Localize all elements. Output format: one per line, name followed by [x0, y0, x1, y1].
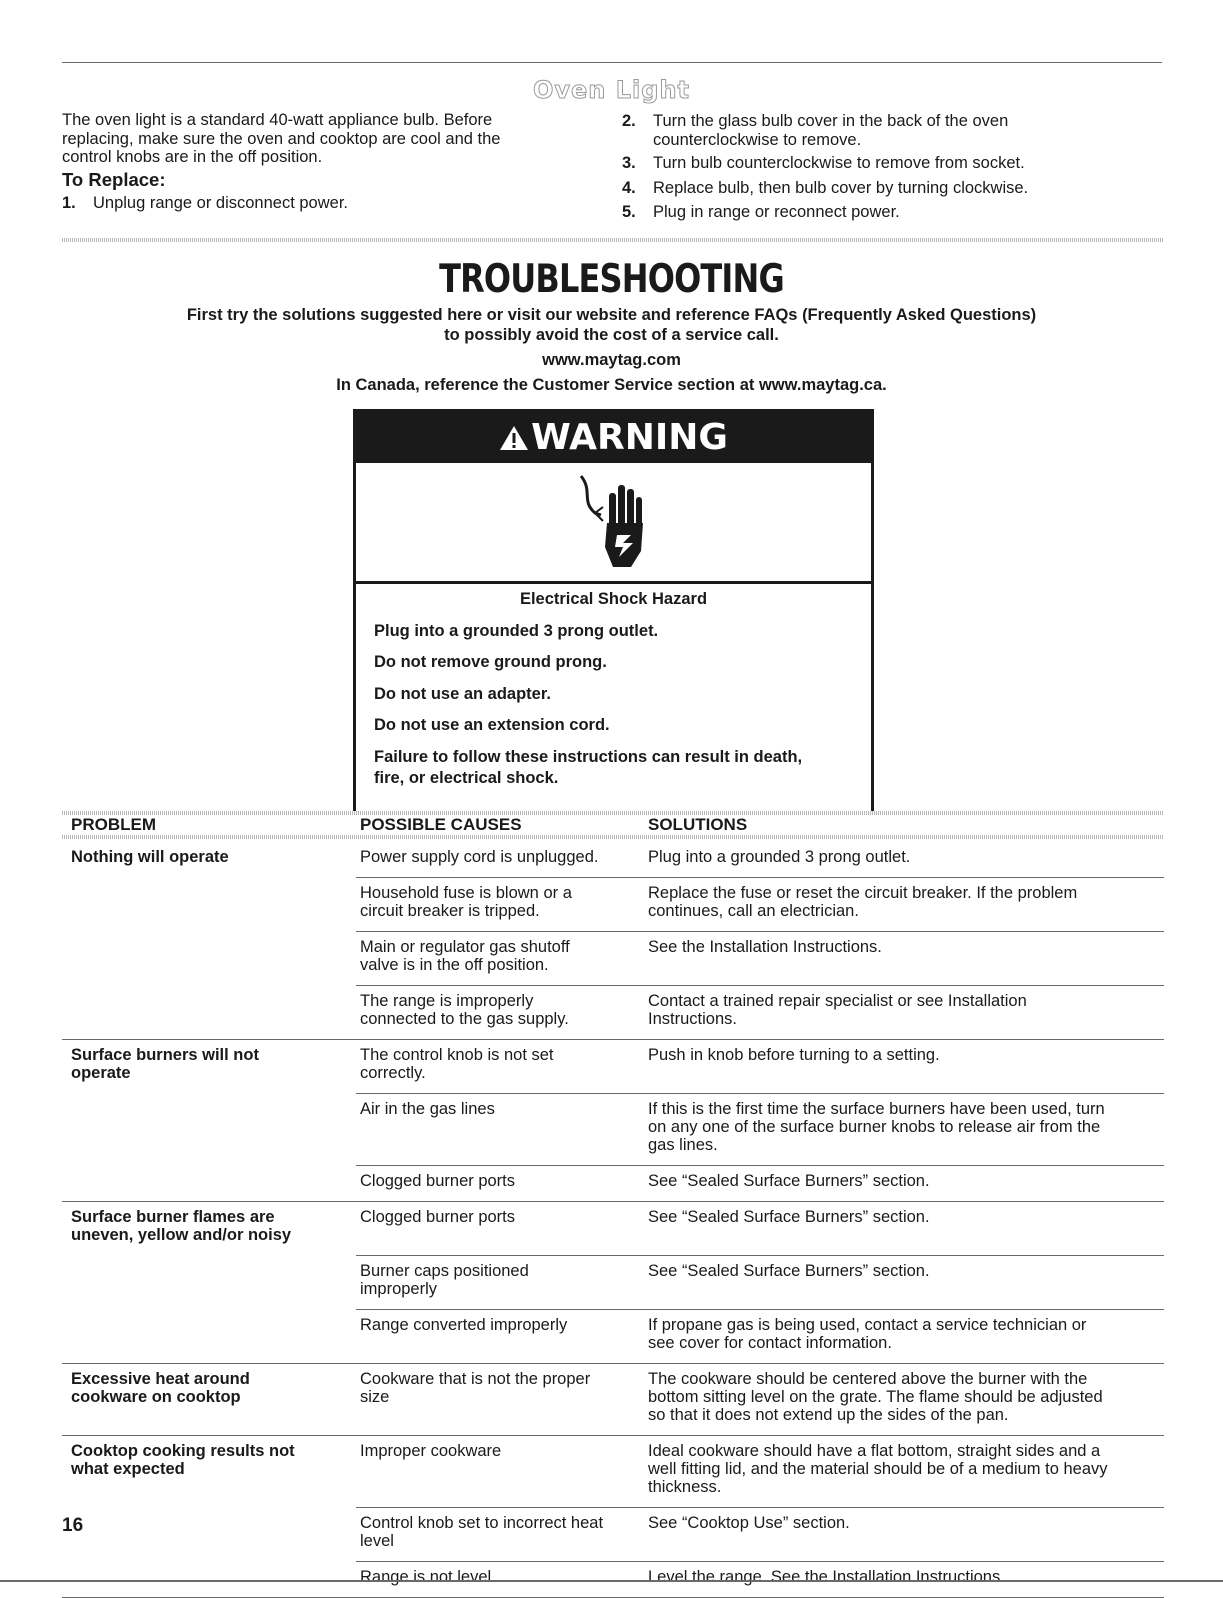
cause-cell-line: Range is not level [360, 1568, 492, 1586]
cause-cell-line: improperly [360, 1280, 438, 1298]
cause-cell [360, 1442, 632, 1460]
step-text: Turn bulb counterclockwise to remove from socket. [653, 154, 1025, 172]
replace-step-5 [622, 203, 1143, 222]
cause-cell-line: correctly. [360, 1064, 426, 1082]
problem-cell [71, 1442, 341, 1478]
table-row [62, 1561, 1164, 1597]
header-solutions: SOLUTIONS [648, 815, 748, 834]
cause-cell-line: Range converted improperly [360, 1316, 568, 1334]
warning-failure-line: fire, or electrical shock. [374, 768, 559, 787]
problem-cell-line: what expected [71, 1460, 185, 1478]
page-number: 16 [62, 1515, 84, 1536]
problem-cell [71, 1046, 341, 1082]
cause-cell [360, 992, 632, 1028]
solution-cell [648, 1172, 1153, 1190]
cause-cell-line: Control knob set to incorrect heat [360, 1514, 604, 1532]
solution-cell-line: Replace the fuse or reset the circuit breaker. If the problem [648, 884, 1078, 902]
cause-cell [360, 1568, 632, 1586]
solution-cell-line: bottom sitting level on the grate. The flame should be adjusted [648, 1388, 1103, 1406]
cause-cell [360, 1208, 632, 1226]
solution-cell-line: well fitting lid, and the material should be of a medium to heavy [648, 1460, 1108, 1478]
table-row [62, 1165, 1164, 1201]
solution-cell [648, 1208, 1153, 1226]
solution-cell-line: If this is the first time the surface burners have been used, turn [648, 1100, 1105, 1118]
solution-cell [648, 1100, 1153, 1154]
solution-cell [648, 1262, 1153, 1280]
problem-cell [71, 1208, 341, 1244]
step-number: 5. [622, 203, 636, 221]
top-rule [62, 62, 1162, 63]
solution-cell-line: Push in knob before turning to a setting. [648, 1046, 940, 1064]
section-divider [62, 238, 1164, 242]
step-number: 2. [622, 112, 636, 130]
table-row [62, 1363, 1164, 1435]
step-text: Plug in range or reconnect power. [653, 203, 900, 221]
cause-cell [360, 1046, 632, 1082]
problem-cell-line: Nothing will operate [71, 848, 229, 866]
solution-cell-line: See “Sealed Surface Burners” section. [648, 1172, 930, 1190]
cause-cell [360, 848, 632, 866]
cause-cell-line: circuit breaker is tripped. [360, 902, 540, 920]
cause-cell-line: Improper cookware [360, 1442, 502, 1460]
warning-line: Plug into a grounded 3 prong outlet. [374, 621, 659, 640]
cause-cell [360, 1100, 632, 1118]
solution-cell-line: Instructions. [648, 1010, 737, 1028]
to-replace-heading: To Replace: [62, 169, 166, 190]
electrical-shock-hand-icon [573, 471, 653, 571]
cause-cell-line: The range is improperly [360, 992, 534, 1010]
solution-cell-line: See the Installation Instructions. [648, 938, 882, 956]
problem-cell-line: Surface burner flames are [71, 1208, 275, 1226]
table-row [62, 1309, 1164, 1363]
cause-cell-line: Cookware that is not the proper [360, 1370, 591, 1388]
solution-cell [648, 938, 1153, 956]
solution-cell [648, 1046, 1153, 1064]
step-text: counterclockwise to remove. [653, 130, 862, 149]
step-number: 1. [62, 194, 76, 212]
solution-cell-line: gas lines. [648, 1136, 718, 1154]
table-row [62, 985, 1164, 1039]
solution-cell [648, 1316, 1153, 1352]
cause-cell-line: valve is in the off position. [360, 956, 549, 974]
warning-box [353, 409, 874, 815]
solution-cell [648, 992, 1153, 1028]
solution-cell-line: see cover for contact information. [648, 1334, 892, 1352]
cause-cell [360, 1172, 632, 1190]
table-row [62, 877, 1164, 931]
solution-cell-line: Level the range. See the Installation Instructions. [648, 1568, 1005, 1586]
replace-step-2 [622, 112, 1143, 149]
cause-cell [360, 1370, 632, 1406]
cause-cell-line: Power supply cord is unplugged. [360, 848, 599, 866]
problem-cell-line: cookware on cooktop [71, 1388, 241, 1406]
solution-cell-line: See “Cooktop Use” section. [648, 1514, 850, 1532]
solution-cell-line: Contact a trained repair specialist or see Installation [648, 992, 1027, 1010]
solution-cell-line: If propane gas is being used, contact a service technician or [648, 1316, 1087, 1334]
cause-cell-line: Air in the gas lines [360, 1100, 495, 1118]
warning-header [356, 412, 871, 463]
table-header [62, 815, 1164, 833]
header-problem: PROBLEM [71, 815, 156, 834]
header-causes: POSSIBLE CAUSES [360, 815, 522, 834]
solution-cell [648, 1370, 1153, 1424]
warning-failure [374, 747, 854, 789]
intro-line: replacing, make sure the oven and cooktop are cool and the [62, 129, 501, 148]
oven-light-title: Oven Light [532, 76, 691, 104]
cause-cell-line: Clogged burner ports [360, 1208, 516, 1226]
problem-cell [71, 848, 341, 866]
solution-cell [648, 1514, 1153, 1532]
cause-cell-line: The control knob is not set [360, 1046, 554, 1064]
cause-cell [360, 1262, 632, 1298]
warning-failure-line: Failure to follow these instructions can result in death, [374, 747, 803, 766]
intro-line: control knobs are in the off position. [62, 148, 323, 166]
troubleshooting-intro-2: to possibly avoid the cost of a service call. [444, 326, 779, 344]
step-text: Replace bulb, then bulb cover by turning clockwise. [653, 179, 1029, 197]
problem-cell-line: Excessive heat around [71, 1370, 250, 1388]
table-row [62, 1093, 1164, 1165]
solution-cell [648, 1442, 1153, 1496]
cause-cell-line: level [360, 1532, 394, 1550]
warning-line: Do not use an adapter. [374, 684, 551, 703]
solution-cell [648, 1568, 1153, 1586]
replace-step-4 [622, 179, 1143, 198]
solution-cell-line: Ideal cookware should have a flat bottom, straight sides and a [648, 1442, 1101, 1460]
solution-cell-line: Plug into a grounded 3 prong outlet. [648, 848, 911, 866]
cause-cell-line: Clogged burner ports [360, 1172, 516, 1190]
warning-line: Do not use an extension cord. [374, 716, 610, 734]
solution-cell-line: The cookware should be centered above the burner with the [648, 1370, 1088, 1388]
cause-cell [360, 1514, 632, 1550]
step-text: Unplug range or disconnect power. [93, 194, 348, 212]
problem-cell [71, 1370, 341, 1406]
warning-icon-area [356, 463, 871, 584]
cause-cell-line: Burner caps positioned [360, 1262, 529, 1280]
warning-line: Do not remove ground prong. [374, 653, 607, 671]
intro-line: The oven light is a standard 40-watt appliance bulb. Before [62, 111, 493, 129]
table-header-divider [62, 835, 1164, 839]
cause-cell [360, 938, 632, 974]
solution-cell-line: thickness. [648, 1478, 722, 1496]
solution-cell-line: See “Sealed Surface Burners” section. [648, 1208, 930, 1226]
cause-cell-line: Household fuse is blown or a [360, 884, 572, 902]
problem-cell-line: Cooktop cooking results not [71, 1442, 295, 1460]
table-row [62, 1507, 1164, 1561]
troubleshooting-title: TROUBLESHOOTING [439, 257, 784, 302]
warning-text [374, 584, 854, 789]
oven-light-intro [62, 111, 582, 167]
warning-triangle-icon [499, 425, 529, 451]
problem-cell-line: operate [71, 1064, 131, 1082]
troubleshooting-intro-1: First try the solutions suggested here or visit our website and reference FAQs (Frequently Asked Questions) [186, 306, 1037, 324]
cause-cell [360, 1316, 632, 1334]
cause-cell-line: Main or regulator gas shutoff [360, 938, 570, 956]
canada-note: In Canada, reference the Customer Service section at www.maytag.ca. [336, 376, 887, 394]
hazard-title: Electrical Shock Hazard [519, 590, 708, 608]
problem-cell-line: Surface burners will not [71, 1046, 259, 1064]
step-text: Turn the glass bulb cover in the back of the oven [653, 112, 1009, 130]
table-row [62, 1039, 1164, 1093]
warning-heading: WARNING [531, 417, 728, 458]
table-row [62, 1201, 1164, 1255]
website-link[interactable]: www.maytag.com [542, 351, 681, 369]
solution-cell [648, 848, 1153, 866]
solution-cell-line: so that it does not extend up the sides of the pan. [648, 1406, 1009, 1424]
table-row [62, 1435, 1164, 1507]
bottom-rule [0, 1580, 1223, 1582]
solution-cell-line: See “Sealed Surface Burners” section. [648, 1262, 930, 1280]
table-row [62, 1255, 1164, 1309]
cause-cell-line: connected to the gas supply. [360, 1010, 569, 1028]
cause-cell [360, 884, 632, 920]
solution-cell [648, 884, 1153, 920]
solution-cell-line: on any one of the surface burner knobs to release air from the [648, 1118, 1101, 1136]
table-row [62, 931, 1164, 985]
step-number: 3. [622, 154, 636, 172]
replace-step-1 [62, 194, 583, 213]
replace-step-3 [622, 154, 1143, 173]
problem-cell-line: uneven, yellow and/or noisy [71, 1226, 292, 1244]
table-row [62, 841, 1164, 877]
step-number: 4. [622, 179, 636, 197]
solution-cell-line: continues, call an electrician. [648, 902, 859, 920]
cause-cell-line: size [360, 1388, 390, 1406]
